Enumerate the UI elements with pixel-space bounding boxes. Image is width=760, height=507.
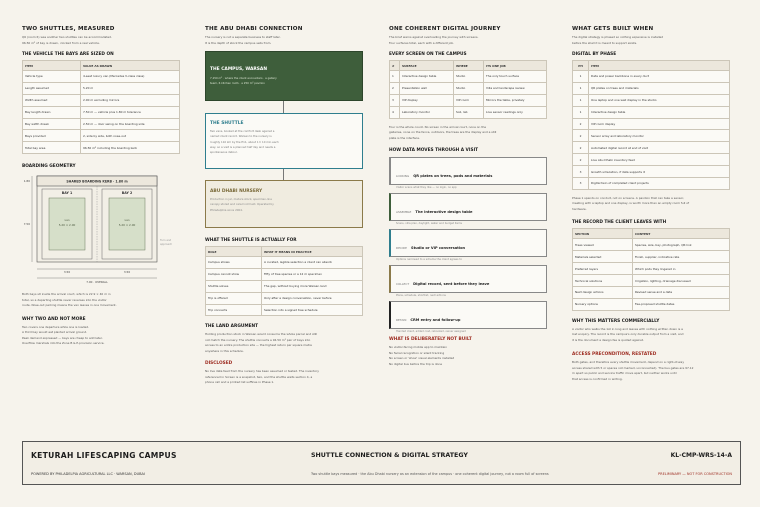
screens-note: Four is the whole count. No screen in the arrival court, none on the galleries, none on the fence, outdoors, the trees are the display and a still plate is the interface. [389, 124, 497, 140]
table-row: Trees viewed Species, size, bay, photograph, QR link [573, 239, 730, 251]
table-row: Total bay area 96.50 m² including the boarding kerb [23, 142, 180, 154]
connector-line [283, 169, 284, 180]
access-heading: ACCESS PRECONDITION, RESTATED [572, 352, 657, 358]
table-row: Campus shows A curated, legible selection a client can absorb [206, 257, 363, 269]
shuttle-card: THE SHUTTLE Two vans, booked at the comfort desk against a named client record. Warsan to the nursery is roughly 110 km by the E11, about 1 h 10 min each way, so a visit is a planned half day and needs a spontaneous detour. [205, 113, 363, 169]
powered-by: POWERED BY PHILADELPIA AGRICULTURAL LLC · WARSAN, DUBAI [31, 472, 145, 476]
table-row: 1 QR plates on trees and materials [573, 82, 730, 94]
intro-text: The digital strategy is phased so nothing expensive is installed before the shell it is meant to support exists. [572, 35, 664, 45]
table-row: Bay length drawn 7.50 m — vehicle plus 1.80 m tolerance [23, 106, 180, 118]
bays-heading: THE VEHICLE THE BAYS ARE SIZED ON [22, 52, 114, 57]
column-digital-journey [389, 26, 547, 367]
column-shuttles [22, 26, 180, 347]
svg-text:3.50: 3.50 [123, 270, 131, 275]
svg-text:5.20 × 2.00: 5.20 × 2.00 [58, 223, 76, 228]
bay-2-label: BAY 2 [121, 191, 133, 196]
intro-text: The nursery is not a separate business to staff later. It is the depth of stock the campus sells from. [205, 35, 281, 45]
svg-text:van: van [124, 218, 130, 223]
table-row: Next design actions Revised sense and a date [573, 286, 730, 298]
list-item: A third bay would eat planted arrival ground. [22, 330, 88, 335]
disclosed-text: No live data feed from the nursery has been assumed or tested. The inventory referenced in Screen is a snapshot, two, and the shuttle waits section 4, a phone call and a printed list suffices in Phase 1. [205, 369, 319, 385]
table-row: 3 Growth simulation, if data supports it [573, 166, 730, 178]
vehicle-table: ITEM VALUE AS DRAWN Vehicle type 4-seat luxury van (Mercedes V-class class) Length assumed 5.20 m Width assumed 2.00 m excluding mirrors Bay length drawn 7.50 m — vehicle plus 1.80 m tolerance Bay width drawn 2.50 m — door swing on the boarding side Bays provided 2, side by side, both nose-out Total bay area 96.50 m² including the boarding kerb [22, 60, 180, 154]
svg-text:van: van [64, 218, 70, 223]
status-badge: PRELIMINARY — NOT FOR CONSTRUCTION [658, 472, 732, 476]
table-row: Bay width drawn 2.50 m — door swing on the boarding side [23, 118, 180, 130]
sheet-title: SHUTTLE CONNECTION & DIGITAL STRATEGY [311, 452, 468, 459]
table-row: 1 Interactive design table [573, 106, 730, 118]
svg-text:3.50: 3.50 [63, 270, 71, 275]
table-row: 4 Laboratory monitor Soil, lab Live sensor readings only [390, 106, 547, 118]
disclosed-heading: DISCLOSED [205, 361, 233, 367]
actually-heading: WHAT THE SHUTTLE IS ACTUALLY FOR [205, 238, 297, 243]
project-title: KETURAH LIFESCAPING CAMPUS [31, 451, 177, 460]
shuttle-card-title: THE SHUTTLE [210, 121, 244, 126]
list-item: No digital bus before the trip is done [389, 361, 443, 366]
why-list [22, 325, 180, 347]
table-row: Length assumed 5.20 m [23, 82, 180, 94]
list-item: Overflow marshals into the Zone B & P-provision service. [22, 341, 105, 346]
connector-line [283, 101, 284, 113]
land-heading: THE LAND ARGUMENT [205, 324, 259, 330]
nursery-card: ABU DHABI NURSERY Production in jar, mature stock, specimen-line canopy stored and cared not held. Operated by Philadelphia since 2004. [205, 180, 363, 228]
title-block [22, 441, 741, 485]
flow-step-looking: LOOKING QR plates on trees, pods and materials Visitor scans what they like — no login, no app [389, 157, 547, 185]
table-row: 2 Automated digital record at end of visit [573, 142, 730, 154]
list-item: Two covers one departure while one is loaded. [22, 324, 90, 329]
sheet-summary: Two shuttle bays measured · the Abu Dhabi nursery as an extension of the campus · one coherent digital journey, not a room full of screens [311, 472, 549, 476]
geometry-note: Both bays sit inside the arrival court, which is 22.9 × 40 m in total, so a departing shuttle never reverses into the visitor route. Nose-out parking means the van leaves in one movement. [22, 292, 117, 308]
table-row: Technical solutions Irrigation, lighting, drainage discussed [573, 275, 730, 287]
svg-text:1.80: 1.80 [23, 179, 30, 184]
svg-text:5.20 × 2.00: 5.20 × 2.00 [118, 223, 136, 228]
kerb-label: SHARED BOARDING KERB · 1.80 m [66, 179, 128, 184]
table-row: 1 One laptop and one wall display in the studio [573, 94, 730, 106]
screens-heading: EVERY SCREEN ON THE CAMPUS [389, 52, 467, 57]
bay-1-label: BAY 1 [61, 191, 73, 196]
svg-text:approach: approach [160, 243, 173, 247]
matters-text: A visitor who walks the 1st in long and leaves with nothing written down is a lost enquiry. The record is the campus's only durable output from a visit, and it is the document a design fee is quoted against. [572, 326, 684, 342]
table-row: Width assumed 2.00 m excluding mirrors [23, 94, 180, 106]
intro-text: The brief warns against overloading the journey with screens. Four surfaces total, each with a different job. [389, 35, 479, 45]
land-text: Holding production stock in Warsan would consume the whole parcel and still not match the nursery. The shuttle connects a 94.50 m² pair of bays into access to an entire production site — the highest return per square metre anywhere in this schedule. [205, 332, 318, 353]
list-item: No visitor-facing mobile app to maintain [389, 345, 448, 350]
table-row: 1 Data and power backbone in every duct [573, 71, 730, 83]
not-built-list [389, 345, 547, 367]
table-row: 3 Digital twin of completed client projects [573, 178, 730, 190]
table-row: Vehicle type 4-seat luxury van (Mercedes V-class class) [23, 71, 180, 83]
table-row: 2 VIP room display [573, 118, 730, 130]
section-title: TWO SHUTTLES, MEASURED [22, 26, 115, 32]
matters-heading: WHY THIS MATTERS COMMERCIALLY [572, 318, 660, 324]
table-row: Nursery options Fee-proposed shuttle dates [573, 298, 730, 310]
why-heading: WHY TWO AND NOT MORE [22, 316, 86, 322]
geometry-heading: BOARDING GEOMETRY [22, 164, 76, 170]
nursery-card-title: ABU DHABI NURSERY [210, 189, 263, 194]
section-title: THE ABU DHABI CONNECTION [205, 26, 303, 32]
column-phasing [572, 26, 730, 382]
list-item: No facial recognition or silent tracking [389, 350, 445, 355]
intro-text: Q6 (room 6) was another two shuttles can be accommodated. 96.50 m² of bay is drawn, clocked from a real vehicle. [22, 35, 112, 45]
phase-heading: DIGITAL BY PHASE [572, 52, 617, 57]
boarding-geometry-diagram [22, 172, 180, 290]
role-table: ROLE WHAT IT MEANS IN PRACTICE Campus shows A curated, legible selection a client can absorb Campus cannot show Fifty of tree species or a 12 m specimen Shuttle solves The gap, without buying more Warsan land Trip is offered Only after a design conversation, never before Trip connects Selection into a signed tree schedule [205, 246, 363, 316]
svg-text:Turn and: Turn and [160, 239, 172, 243]
phase-table: PH ITEM 1 Data and power backbone in every duct 1 QR plates on trees and materials 1 One laptop and one wall display in the studio 1 Interactive design table 2 VIP room display 2 Sensor array and laboratory monitor 2 Automated digital record at end of visit 2 Live Abu Dhabi inventory feed 3 Growth simulation, if data supports it 3 Digital twin of completed client projects [572, 60, 730, 190]
svg-text:7.00 · OVERALL: 7.00 · OVERALL [86, 280, 108, 285]
table-row: Shuttle solves The gap, without buying more Warsan land [206, 280, 363, 292]
flow-step-retain: RETAIN CRM entry and follow-up Handed client, added cost, rebooked, owner assigned [389, 301, 547, 329]
record-heading: THE RECORD THE CLIENT LEAVES WITH [572, 220, 667, 226]
data-flow [389, 157, 547, 334]
campus-card: THE CAMPUS, WARSAN 7,150 m² · where the client encounters · a gallery team, 6 kitchen roofs · a 250 m² pavilion [205, 51, 363, 101]
section-title: ONE COHERENT DIGITAL JOURNEY [389, 26, 501, 32]
phase-note: Phase 1 spends on conduit, not on screens. A pavilion that can take a sensor, meeting with a laptop and one display, is worth more than an empty room full of hardware. [572, 195, 690, 211]
screens-table: # SURFACE WHERE ITS ONE JOB 1 Interactive design table Studio The only touch surface 2 Presentation wall Studio Villa and landscape review 3 VIP display VIP room Mirrors the table, privately 4 Laboratory monitor Soil, lab Live sensor readings only [389, 60, 547, 119]
table-row: Bays provided 2, side by side, both nose-out [23, 130, 180, 142]
access-text: Both gates, and therefore every shuttle movement, depend on a right-of-way access shared with 5 or spaces not marked, unconnected). The bus gates are 97.12 m apart so public and service traffic move apart, but neither works until that access is confirmed in writing. [572, 360, 694, 381]
list-item: No screen or 'show' visual elements installed [389, 356, 455, 361]
moves-heading: HOW DATA MOVES THROUGH A VISIT [389, 148, 479, 154]
table-row: 2 Presentation wall Studio Villa and landscape review [390, 82, 547, 94]
record-table: SECTION CONTENT Trees viewed Species, size, bay, photograph, QR link Materials selected Finish, supplier, indicative rate Preferred layers Which pods they lingered in Technical solutions Irrigation, lighting, drainage discussed Next design actions Revised sense and a date Nursery options Fee-proposed shuttle dates [572, 228, 730, 310]
flow-step-decide: DECIDE Studio or VIP conversation Options narrowed to a scheme the client agrees to [389, 229, 547, 257]
section-title: WHAT GETS BUILT WHEN [572, 26, 654, 32]
table-row: 2 Sensor array and laboratory monitor [573, 130, 730, 142]
not-built-heading: WHAT IS DELIBERATELY NOT BUILT [389, 337, 472, 343]
table-row: Campus cannot show Fifty of tree species or a 12 m specimen [206, 268, 363, 280]
flow-step-collect: COLLECT Digital record, sent before they leave Plans, schedule, shortlist, next actions [389, 265, 547, 293]
table-row: Trip is offered Only after a design conversation, never before [206, 292, 363, 304]
campus-card-title: THE CAMPUS, WARSAN [210, 67, 267, 72]
svg-text:7.50: 7.50 [23, 222, 30, 227]
flow-step-assemble: ASSEMBLE The interactive design table Scans, villa plan, daylight, water and budget items [389, 193, 547, 221]
table-row: Preferred layers Which pods they lingered in [573, 263, 730, 275]
table-row: 1 Interactive design table Studio The only touch surface [390, 71, 547, 83]
drawing-code: KL-CMP-WRS-14-A [670, 452, 732, 459]
table-row: Materials selected Finish, supplier, indicative rate [573, 251, 730, 263]
table-row: 3 VIP display VIP room Mirrors the table, privately [390, 94, 547, 106]
table-row: Trip connects Selection into a signed tree schedule [206, 304, 363, 316]
list-item: Peak demand expressed — bays are cheap to add later. [22, 335, 103, 340]
table-row: 2 Live Abu Dhabi inventory feed [573, 154, 730, 166]
column-abu-dhabi [205, 26, 363, 386]
